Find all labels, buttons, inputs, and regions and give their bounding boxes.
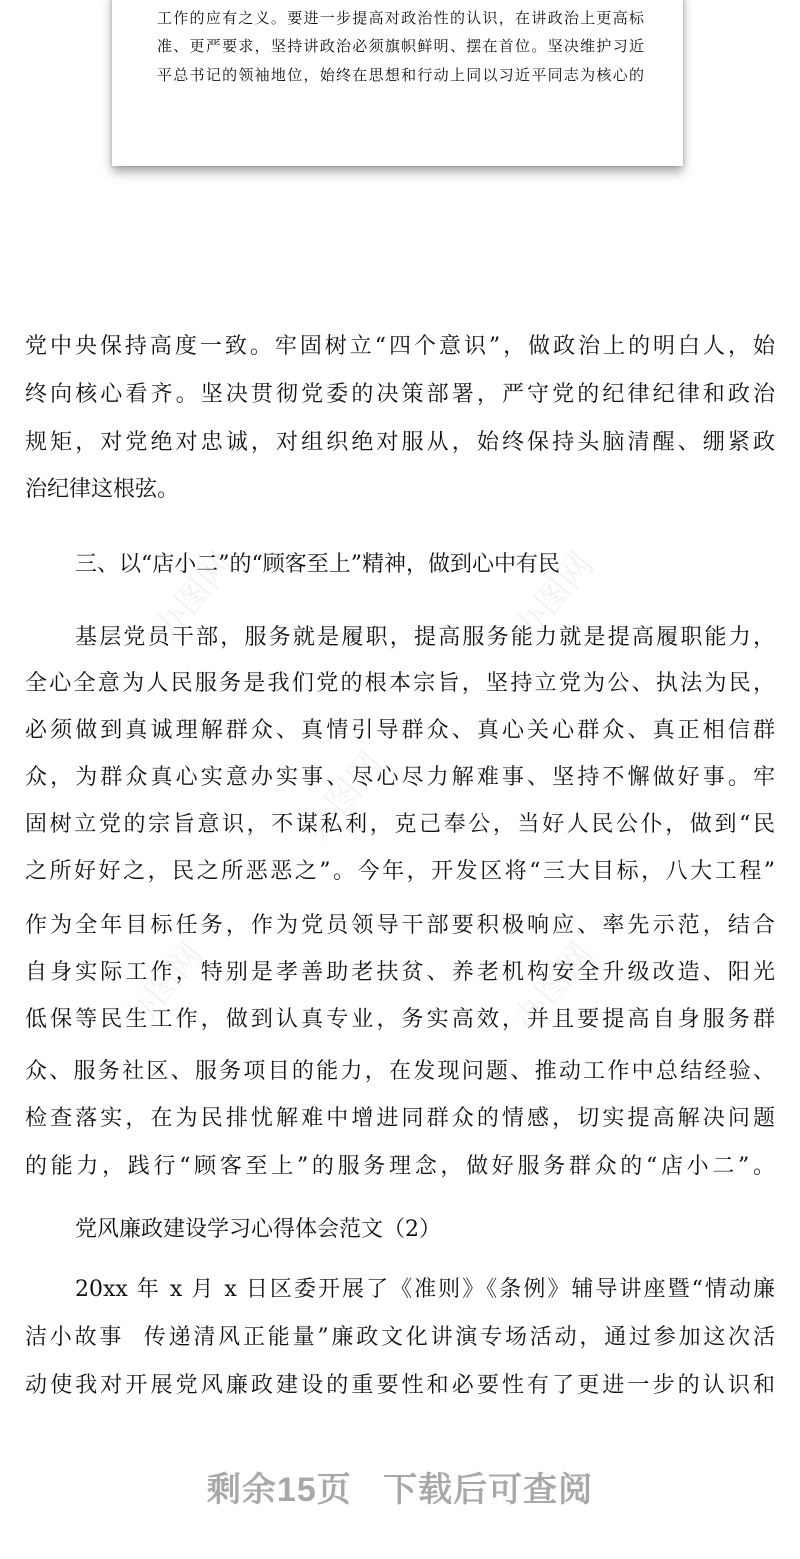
card-text-line: 平总书记的领袖地位，始终在思想和行动上同以习近平同志为核心的 — [157, 66, 644, 84]
download-prompt[interactable]: 剩余15页 下载后可查阅 — [206, 1471, 594, 1509]
watermark: 办图网 — [145, 544, 242, 649]
paragraph-line: 规矩，对党绝对忠诚，对组织绝对服从，始终保持头脑清醒、绷紧政 — [25, 430, 775, 455]
paragraph-line: 自身实际工作，特别是孝善助老扶贫、养老机构安全升级改造、阳光 — [25, 960, 775, 985]
paragraph-line: 之所好好之，民之所恶恶之”。今年，开发区将“三大目标，八大工程” — [25, 859, 775, 884]
paragraph-line: 党中央保持高度一致。牢固树立“四个意识”，做政治上的明白人，始 — [25, 334, 775, 359]
paragraph-line: 固树立党的宗旨意识，不谋私利，克己奉公，当好人民公仆，做到“民 — [25, 812, 775, 837]
paragraph-line: 终向核心看齐。坚决贯彻党委的决策部署，严守党的纪律纪律和政治 — [25, 382, 775, 407]
paragraph-line: 动使我对开展党风廉政建设的重要性和必要性有了更进一步的认识和 — [25, 1373, 775, 1398]
card-text-line: 准、更严要求，坚持讲政治必须旗帜鲜明、摆在首位。坚决维护习近 — [157, 37, 644, 55]
paragraph-line: 基层党员干部，服务就是履职，提高服务能力就是提高履职能力， — [75, 625, 775, 650]
paragraph-line: 众、服务社区、服务项目的能力，在发现问题、推动工作中总结经验、 — [25, 1059, 775, 1084]
watermark: 办图网 — [505, 544, 602, 649]
paragraph-line: 必须做到真诚理解群众、真情引导群众、真心关心群众、真正相信群 — [25, 718, 775, 743]
paragraph-line: 洁小故事 传递清风正能量”廉政文化讲演专场活动，通过参加这次活 — [25, 1325, 775, 1350]
watermark: 办图网 — [295, 744, 392, 849]
paragraph-line: 治纪律这根弦。 — [25, 477, 180, 502]
paragraph-line: 的能力，践行“顾客至上”的服务理念，做好服务群众的“店小二”。 — [25, 1154, 775, 1179]
paragraph-line: 作为全年目标任务，作为党员领导干部要积极响应、率先示范，结合 — [25, 913, 775, 938]
section-title: 党风廉政建设学习心得体会范文（2） — [75, 1217, 441, 1242]
section-heading: 三、以“店小二”的“顾客至上”精神，做到心中有民 — [75, 552, 560, 577]
watermark: 办图网 — [505, 934, 602, 1039]
card-text-line: 工作的应有之义。要进一步提高对政治性的认识，在讲政治上更高标 — [157, 9, 644, 27]
paragraph-line: 低保等民生工作，做到认真专业，务实高效，并且要提高自身服务群 — [25, 1007, 775, 1032]
paragraph-line: 众，为群众真心实意办实事、尽心尽力解难事、坚持不懈做好事。牢 — [25, 765, 775, 790]
paragraph-line: 20xx 年 x 月 x 日区委开展了《准则》《条例》辅导讲座暨“情动廉 — [75, 1277, 775, 1302]
watermark: 办图网 — [115, 934, 212, 1039]
paragraph-line: 全心全意为人民服务是我们党的根本宗旨，坚持立党为公、执法为民， — [25, 671, 775, 696]
paragraph-line: 检查落实，在为民排忧解难中增进同群众的情感，切实提高解决问题 — [25, 1106, 775, 1131]
